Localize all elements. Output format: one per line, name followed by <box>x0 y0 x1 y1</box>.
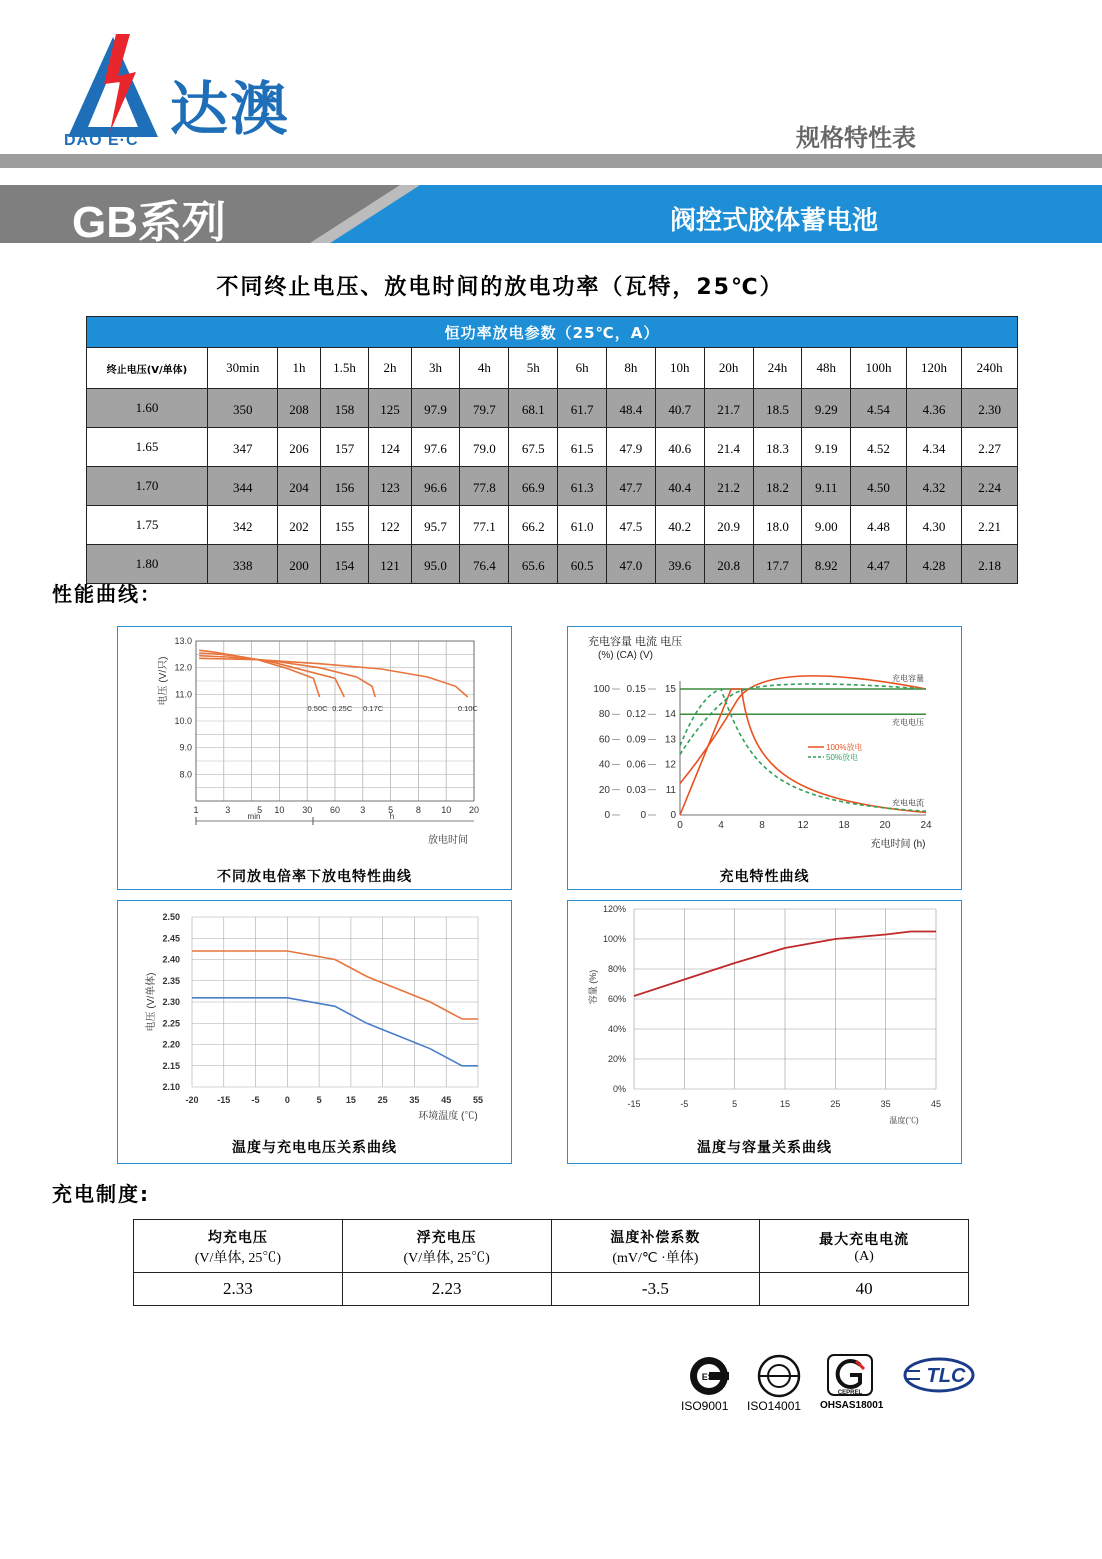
y-tick-label: 2.10 <box>162 1082 180 1092</box>
power-value-cell: 4.50 <box>851 467 907 506</box>
temp-capacity-chart-title: 温度与容量关系曲线 <box>697 1140 832 1156</box>
x-tick-label: 35 <box>880 1099 891 1109</box>
power-value-cell: 156 <box>320 467 369 506</box>
voltage-cell: 1.70 <box>87 467 208 506</box>
power-value-cell: 77.1 <box>460 506 509 545</box>
power-value-cell: 20.8 <box>704 545 753 584</box>
series-name: GB系列 <box>72 198 226 247</box>
y-current-tick: 0.09 <box>626 734 646 746</box>
power-column-header: 2h <box>369 348 411 389</box>
y-capacity-tick: 80 <box>598 709 610 721</box>
temp-capacity-chart-panel <box>567 900 962 1164</box>
x-tick-label: 0 <box>677 820 683 831</box>
x-tick-label: 18 <box>838 820 850 831</box>
power-column-header: 24h <box>753 348 802 389</box>
power-value-cell: 17.7 <box>753 545 802 584</box>
charge-header-cell: 温度补偿系数 (mV/℃ ·单体) <box>551 1220 760 1273</box>
ceprel-icon <box>826 1353 874 1397</box>
power-table-caption: 恒功率放电参数（25℃，A） <box>87 317 1018 348</box>
power-value-cell: 61.5 <box>558 428 607 467</box>
y-voltage-tick: 11 <box>665 784 676 796</box>
y-current-tick: 0.12 <box>626 709 646 721</box>
power-column-header: 8h <box>606 348 655 389</box>
x-tick-label: 24 <box>920 820 932 831</box>
voltage-column-header: 终止电压(V/单体) <box>87 348 208 389</box>
x-tick-label: 15 <box>345 1095 356 1105</box>
charge-chart-title: 充电特性曲线 <box>719 869 810 885</box>
tlc-icon <box>902 1357 976 1393</box>
power-value-cell: 4.30 <box>906 506 962 545</box>
y-tick-label: 9.0 <box>179 742 192 753</box>
power-value-cell: 95.0 <box>411 545 460 584</box>
power-value-cell: 21.2 <box>704 467 753 506</box>
x-tick-label: 25 <box>830 1099 841 1109</box>
power-value-cell: 2.27 <box>962 428 1018 467</box>
tlc-label: TLC <box>926 1365 966 1387</box>
x-tick-label: 12 <box>797 820 809 831</box>
power-value-cell: 200 <box>278 545 320 584</box>
y-voltage-tick: 0 <box>670 810 676 821</box>
power-value-cell: 40.2 <box>655 506 704 545</box>
y-capacity-tick: 0 <box>604 810 610 821</box>
temp-voltage-chart <box>118 901 511 1133</box>
charge-value-cell: 2.23 <box>342 1273 551 1306</box>
x-tick-label: 8 <box>415 805 421 815</box>
power-column-header: 100h <box>851 348 907 389</box>
y-tick-label: 10.0 <box>174 716 192 726</box>
y-axis-label: 电压 (V/只) <box>158 656 169 706</box>
x-tick-label: 3 <box>225 805 231 815</box>
voltage-curve <box>192 998 478 1066</box>
dnr-icon <box>756 1353 802 1399</box>
x-tick-label: 10 <box>274 805 285 815</box>
power-value-cell: 48.4 <box>606 389 655 428</box>
x-tick-label: -5 <box>251 1095 260 1105</box>
y-capacity-tick: 40 <box>598 759 610 771</box>
discharge-chart-panel <box>117 626 512 890</box>
power-value-cell: 154 <box>320 545 369 584</box>
power-table-row <box>87 467 1018 506</box>
power-value-cell: 66.2 <box>509 506 558 545</box>
power-column-header: 1.5h <box>320 348 369 389</box>
x-tick-label: 0 <box>284 1095 290 1105</box>
y-tick-label: 60% <box>607 994 626 1004</box>
svg-text:ESI: ESI <box>701 1372 717 1382</box>
power-value-cell: 350 <box>208 389 278 428</box>
capacity-curve-half <box>680 684 926 755</box>
y-tick-label: 2.45 <box>162 933 180 944</box>
x-tick-label: 60 <box>329 805 341 815</box>
power-value-cell: 61.3 <box>558 467 607 506</box>
power-table-row <box>87 545 1018 584</box>
power-column-header: 240h <box>962 348 1018 389</box>
curve-label: 充电容量 <box>892 674 924 683</box>
y-current-tick: 0.06 <box>626 759 646 771</box>
y-capacity-tick: 100 <box>593 684 610 695</box>
power-value-cell: 97.9 <box>411 389 460 428</box>
voltage-curve <box>192 951 478 1019</box>
power-value-cell: 206 <box>278 428 320 467</box>
y-axis-label: 电压 (V/单体) <box>146 972 157 1032</box>
y-capacity-tick: 20 <box>598 784 610 796</box>
power-value-cell: 40.6 <box>655 428 704 467</box>
charge-chart-panel <box>567 626 962 890</box>
power-value-cell: 21.7 <box>704 389 753 428</box>
power-value-cell: 123 <box>369 467 411 506</box>
voltage-cell: 1.60 <box>87 389 208 428</box>
y-tick-label: 13.0 <box>174 636 192 646</box>
x-unit-label: min <box>247 812 261 821</box>
discharge-chart-title: 不同放电倍率下放电特性曲线 <box>217 869 412 885</box>
power-table-row <box>87 428 1018 467</box>
x-tick-label: 20 <box>468 805 480 815</box>
power-value-cell: 2.21 <box>962 506 1018 545</box>
power-value-cell: 344 <box>208 467 278 506</box>
power-value-cell: 47.9 <box>606 428 655 467</box>
charge-header-cell: 均充电压 (V/单体, 25℃) <box>134 1220 343 1273</box>
y-voltage-tick: 13 <box>664 734 676 746</box>
x-tick-label: 5 <box>257 805 263 815</box>
y-voltage-tick: 12 <box>664 759 676 771</box>
power-value-cell: 157 <box>320 428 369 467</box>
series-subtitle: 阀控式胶体蓄电池 <box>670 206 879 236</box>
power-value-cell: 122 <box>369 506 411 545</box>
series-label: 0.17C <box>363 704 384 713</box>
y-tick-label: 100% <box>602 934 626 944</box>
y-tick-label: 80% <box>607 964 626 974</box>
power-value-cell: 4.52 <box>851 428 907 467</box>
y-tick-label: 120% <box>602 904 626 914</box>
power-value-cell: 4.47 <box>851 545 907 584</box>
y-current-tick: 0.15 <box>626 684 646 695</box>
capacity-curve-full <box>680 676 926 784</box>
power-value-cell: 47.0 <box>606 545 655 584</box>
power-value-cell: 2.18 <box>962 545 1018 584</box>
power-table-title: 不同终止电压、放电时间的放电功率（瓦特，25℃） <box>216 275 784 300</box>
power-column-header: 5h <box>509 348 558 389</box>
y-tick-label: 2.15 <box>162 1060 180 1071</box>
power-value-cell: 65.6 <box>509 545 558 584</box>
power-value-cell: 2.30 <box>962 389 1018 428</box>
power-value-cell: 95.7 <box>411 506 460 545</box>
x-tick-label: -20 <box>185 1095 199 1105</box>
header-divider <box>0 154 1102 168</box>
power-value-cell: 125 <box>369 389 411 428</box>
y-current-tick: 0 <box>640 810 646 821</box>
x-tick-label: 55 <box>472 1095 484 1105</box>
x-tick-label: -15 <box>627 1099 641 1109</box>
power-value-cell: 342 <box>208 506 278 545</box>
power-value-cell: 61.0 <box>558 506 607 545</box>
power-column-header: 1h <box>278 348 320 389</box>
y-voltage-tick: 15 <box>664 684 676 695</box>
power-value-cell: 2.24 <box>962 467 1018 506</box>
power-value-cell: 40.4 <box>655 467 704 506</box>
x-tick-label: 5 <box>388 805 394 815</box>
cert-label-iso9001: ISO9001 <box>681 1399 729 1413</box>
power-value-cell: 9.29 <box>802 389 851 428</box>
y-axis-units: (%) (CA) (V) <box>598 650 653 661</box>
y-tick-label: 40% <box>607 1024 626 1034</box>
power-value-cell: 208 <box>278 389 320 428</box>
power-value-cell: 338 <box>208 545 278 584</box>
charge-chart <box>568 627 961 862</box>
power-value-cell: 4.28 <box>906 545 962 584</box>
power-column-header: 6h <box>558 348 607 389</box>
power-value-cell: 66.9 <box>509 467 558 506</box>
power-value-cell: 124 <box>369 428 411 467</box>
x-tick-label: 10 <box>441 805 452 815</box>
voltage-cell: 1.75 <box>87 506 208 545</box>
legend-label-half: 50%放电 <box>826 753 859 762</box>
x-tick-label: 35 <box>409 1095 420 1105</box>
charge-value-cell: -3.5 <box>551 1273 760 1306</box>
y-tick-label: 11.0 <box>175 689 192 700</box>
y-capacity-tick: 60 <box>598 734 610 746</box>
x-tick-label: 45 <box>441 1095 452 1105</box>
charge-value-cell: 40 <box>760 1273 969 1306</box>
power-value-cell: 202 <box>278 506 320 545</box>
y-tick-label: 0% <box>612 1084 626 1094</box>
power-value-cell: 47.7 <box>606 467 655 506</box>
voltage-cell: 1.80 <box>87 545 208 584</box>
power-value-cell: 96.6 <box>411 467 460 506</box>
power-value-cell: 18.2 <box>753 467 802 506</box>
temp-voltage-chart-title: 温度与充电电压关系曲线 <box>232 1140 397 1156</box>
power-value-cell: 4.48 <box>851 506 907 545</box>
power-value-cell: 67.5 <box>509 428 558 467</box>
power-column-header: 20h <box>704 348 753 389</box>
power-table-row <box>87 389 1018 428</box>
y-axis-label: 容量 (%) <box>588 969 598 1005</box>
x-axis-label: 放电时间 <box>428 835 468 846</box>
temp-voltage-chart-panel <box>117 900 512 1164</box>
power-value-cell: 18.3 <box>753 428 802 467</box>
power-value-cell: 4.34 <box>906 428 962 467</box>
charge-header-cell: 最大充电电流 (A) <box>760 1220 969 1273</box>
power-table <box>86 316 1018 584</box>
x-tick-label: 5 <box>316 1095 322 1105</box>
cert-label-ohsas18001: OHSAS18001 <box>820 1400 884 1411</box>
x-tick-label: 4 <box>718 820 724 831</box>
power-column-header: 3h <box>411 348 460 389</box>
charge-table <box>133 1219 969 1306</box>
x-axis-label: 充电时间 (h) <box>870 839 926 850</box>
power-column-header: 120h <box>906 348 962 389</box>
company-logo-english: DAO E·C <box>64 132 139 149</box>
y-tick-label: 2.50 <box>162 912 180 922</box>
y-tick-label: 2.25 <box>162 1018 180 1029</box>
y-voltage-tick: 14 <box>664 709 676 721</box>
esi-icon <box>688 1355 730 1397</box>
power-column-header: 48h <box>802 348 851 389</box>
y-axis-title: 充电容量 电流 电压 <box>588 636 683 648</box>
power-column-header: 4h <box>460 348 509 389</box>
power-value-cell: 158 <box>320 389 369 428</box>
legend-label-full: 100%放电 <box>826 743 863 752</box>
x-tick-label: 15 <box>779 1099 791 1109</box>
power-value-cell: 4.32 <box>906 467 962 506</box>
x-axis-label: 环境温度 (℃) <box>418 1111 478 1122</box>
power-value-cell: 4.36 <box>906 389 962 428</box>
charge-header-cell: 浮充电压 (V/单体, 25℃) <box>342 1220 551 1273</box>
power-value-cell: 18.0 <box>753 506 802 545</box>
power-value-cell: 79.0 <box>460 428 509 467</box>
y-current-tick: 0.03 <box>626 784 646 796</box>
power-value-cell: 79.7 <box>460 389 509 428</box>
discharge-chart <box>118 627 511 862</box>
y-tick-label: 8.0 <box>179 769 192 780</box>
y-tick-label: 2.40 <box>162 954 180 965</box>
y-tick-label: 2.20 <box>162 1039 180 1050</box>
y-tick-label: 2.35 <box>162 975 180 986</box>
series-label: 0.10C <box>457 704 478 713</box>
power-value-cell: 8.92 <box>802 545 851 584</box>
x-tick-label: 25 <box>377 1095 388 1105</box>
power-value-cell: 204 <box>278 467 320 506</box>
x-tick-label: -5 <box>680 1099 689 1109</box>
power-value-cell: 9.00 <box>802 506 851 545</box>
x-tick-label: 1 <box>193 805 199 815</box>
power-value-cell: 9.19 <box>802 428 851 467</box>
power-column-header: 30min <box>208 348 278 389</box>
power-value-cell: 39.6 <box>655 545 704 584</box>
x-unit-label: h <box>389 812 395 821</box>
x-tick-label: 45 <box>930 1099 942 1109</box>
power-value-cell: 155 <box>320 506 369 545</box>
power-value-cell: 60.5 <box>558 545 607 584</box>
power-value-cell: 47.5 <box>606 506 655 545</box>
power-value-cell: 77.8 <box>460 467 509 506</box>
power-table-row <box>87 506 1018 545</box>
x-tick-label: 8 <box>759 820 765 831</box>
company-logo-text: 达澳 <box>170 75 291 143</box>
charge-value-cell: 2.33 <box>134 1273 343 1306</box>
x-tick-label: 20 <box>879 820 891 831</box>
power-value-cell: 4.54 <box>851 389 907 428</box>
performance-section-title: 性能曲线： <box>52 582 162 606</box>
temp-capacity-chart <box>568 901 961 1133</box>
power-value-cell: 61.7 <box>558 389 607 428</box>
series-label: 0.25C <box>332 704 353 713</box>
y-tick-label: 12.0 <box>174 662 192 673</box>
x-tick-label: -15 <box>217 1095 231 1105</box>
y-tick-label: 20% <box>607 1054 626 1064</box>
power-value-cell: 68.1 <box>509 389 558 428</box>
power-value-cell: 9.11 <box>802 467 851 506</box>
x-tick-label: 30 <box>302 805 313 815</box>
charge-section-title: 充电制度: <box>52 1182 150 1206</box>
ceprel-label: CEPREL <box>837 1390 863 1396</box>
y-tick-label: 2.30 <box>162 997 180 1007</box>
power-value-cell: 76.4 <box>460 545 509 584</box>
power-column-header: 10h <box>655 348 704 389</box>
power-value-cell: 18.5 <box>753 389 802 428</box>
power-value-cell: 20.9 <box>704 506 753 545</box>
series-label: 0.50C <box>307 704 328 713</box>
power-value-cell: 121 <box>369 545 411 584</box>
power-value-cell: 97.6 <box>411 428 460 467</box>
power-value-cell: 21.4 <box>704 428 753 467</box>
cert-label-iso14001: ISO14001 <box>747 1399 802 1413</box>
power-value-cell: 347 <box>208 428 278 467</box>
x-tick-label: 5 <box>732 1099 738 1109</box>
power-value-cell: 40.7 <box>655 389 704 428</box>
document-type: 规格特性表 <box>796 124 916 152</box>
curve-label: 充电电压 <box>892 718 924 728</box>
x-tick-label: 3 <box>360 805 366 815</box>
voltage-cell: 1.65 <box>87 428 208 467</box>
curve-label: 充电电流 <box>892 798 924 808</box>
x-axis-label: 温度(℃) <box>889 1116 919 1125</box>
